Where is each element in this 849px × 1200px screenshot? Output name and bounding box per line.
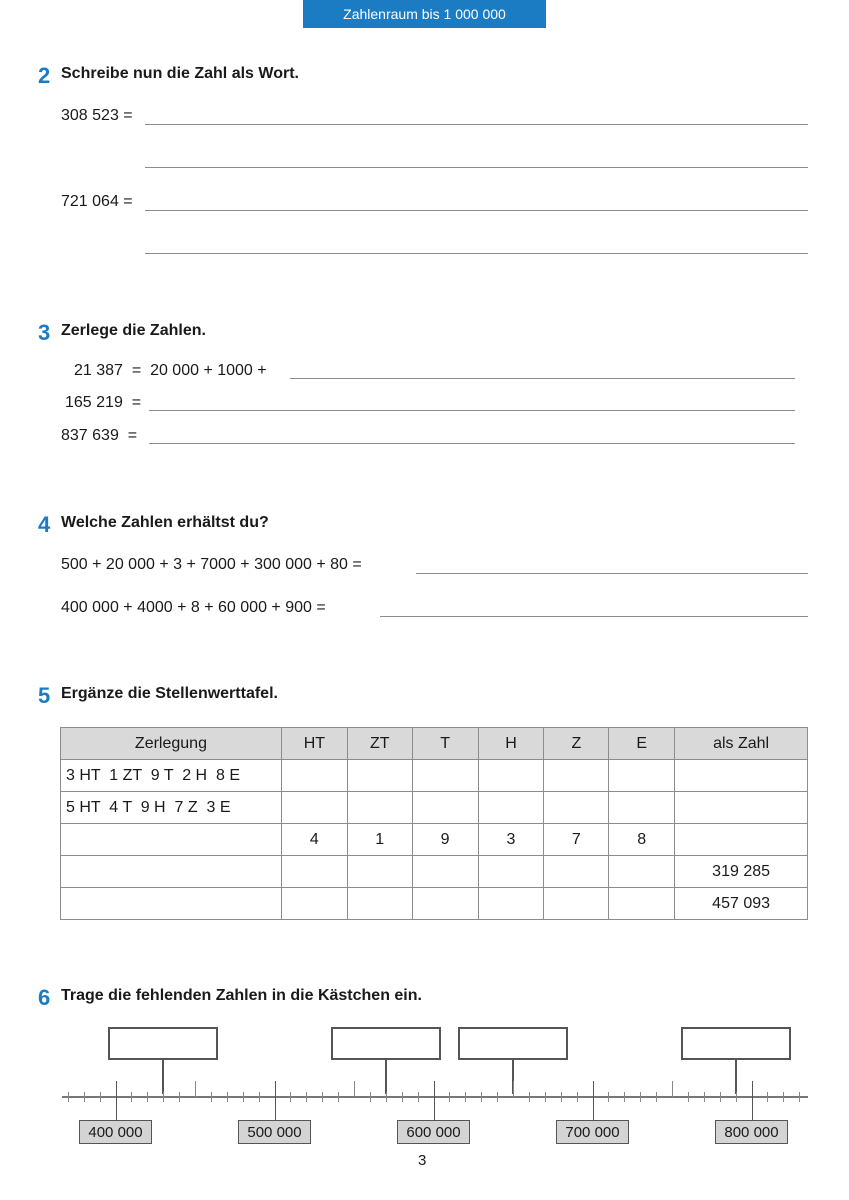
header-ht: HT <box>281 728 347 760</box>
task-4-number: 4 <box>38 512 51 537</box>
number-line-tick-minor <box>227 1092 228 1102</box>
number-line-tick-minor <box>449 1092 450 1102</box>
number-line-tick-minor <box>799 1092 800 1102</box>
number-line-tick-minor <box>290 1092 291 1102</box>
number-line-tick-minor <box>259 1092 260 1102</box>
number-line-tick-minor <box>624 1092 625 1102</box>
task-2-number-1: 308 523 = <box>61 107 133 124</box>
header-h: H <box>478 728 544 760</box>
number-line-tick-minor <box>163 1092 164 1102</box>
task-2-number-2: 721 064 = <box>61 193 133 210</box>
table-cell[interactable] <box>478 856 544 888</box>
number-line-tick-minor <box>545 1092 546 1102</box>
table-cell: 8 <box>609 824 675 856</box>
number-line-tick-minor <box>179 1092 180 1102</box>
table-cell[interactable] <box>347 856 412 888</box>
place-value-table <box>60 727 808 920</box>
task-4-item-2: 400 000 + 4000 + 8 + 60 000 + 900 = <box>61 599 326 616</box>
table-cell: 9 <box>412 824 478 856</box>
task-5-title: Ergänze die Stellenwerttafel. <box>61 685 278 702</box>
table-cell[interactable] <box>61 824 282 856</box>
number-line-tick-minor <box>465 1092 466 1102</box>
task-3-number: 3 <box>38 320 51 345</box>
number-line-tick-minor <box>386 1092 387 1102</box>
table-header-row <box>61 728 808 760</box>
number-line-tick-minor <box>783 1092 784 1102</box>
number-line-answer-box-2[interactable] <box>331 1027 441 1060</box>
task-3-answer-line-2[interactable] <box>149 410 795 411</box>
table-cell[interactable] <box>412 792 478 824</box>
number-line-tick-minor <box>211 1092 212 1102</box>
header-als-zahl: als Zahl <box>675 728 808 760</box>
table-cell[interactable] <box>281 856 347 888</box>
number-line-tick-major <box>752 1081 754 1120</box>
number-line-tick-minor <box>608 1092 609 1102</box>
number-line-tick-minor <box>402 1092 403 1102</box>
task-3-answer-line-3[interactable] <box>149 443 795 444</box>
task-2-answer-line-2a[interactable] <box>145 210 808 211</box>
table-cell[interactable] <box>61 888 282 920</box>
number-line-label-800000: 800 000 <box>715 1120 788 1144</box>
number-line-tick-minor <box>68 1092 69 1102</box>
number-line-tick-minor <box>497 1092 498 1102</box>
number-line-label-600000: 600 000 <box>397 1120 470 1144</box>
table-cell: 5 HT 4 T 9 H 7 Z 3 E <box>61 792 282 824</box>
number-line-tick-minor <box>529 1092 530 1102</box>
task-3-item-1: 21 387 = 20 000 + 1000 + <box>74 362 267 379</box>
task-6-title: Trage die fehlenden Zahlen in die Kästchen ein. <box>61 987 422 1004</box>
task-2-answer-line-2b[interactable] <box>145 253 808 254</box>
table-cell[interactable] <box>281 888 347 920</box>
table-cell: 3 HT 1 ZT 9 T 2 H 8 E <box>61 760 282 792</box>
table-cell[interactable] <box>609 888 675 920</box>
table-cell[interactable] <box>544 856 609 888</box>
table-cell[interactable] <box>61 856 282 888</box>
number-line-label-400000: 400 000 <box>79 1120 152 1144</box>
table-cell[interactable] <box>347 792 412 824</box>
header-zt: ZT <box>347 728 412 760</box>
number-line-tick-mid <box>513 1081 514 1097</box>
table-row <box>61 792 808 824</box>
table-cell[interactable] <box>544 760 609 792</box>
table-cell[interactable] <box>675 792 808 824</box>
header-t: T <box>412 728 478 760</box>
number-line-tick-major <box>434 1081 436 1120</box>
header-e: E <box>609 728 675 760</box>
number-line-tick-minor <box>306 1092 307 1102</box>
number-line-tick-minor <box>561 1092 562 1102</box>
task-4-item-1: 500 + 20 000 + 3 + 7000 + 300 000 + 80 = <box>61 556 362 573</box>
task-2-answer-line-1a[interactable] <box>145 124 808 125</box>
number-line-tick-minor <box>688 1092 689 1102</box>
task-2-title: Schreibe nun die Zahl als Wort. <box>61 65 299 82</box>
number-line-tick-major <box>116 1081 118 1120</box>
task-3-item-2: 165 219 = <box>65 394 142 411</box>
number-line-tick-minor <box>243 1092 244 1102</box>
task-3-title: Zerlege die Zahlen. <box>61 322 206 339</box>
number-line-tick-mid <box>354 1081 355 1097</box>
task-6-number: 6 <box>38 985 51 1010</box>
table-cell[interactable] <box>609 760 675 792</box>
table-row <box>61 824 808 856</box>
table-cell: 457 093 <box>675 888 808 920</box>
number-line-tick-minor <box>84 1092 85 1102</box>
task-3-item-3: 837 639 = <box>61 427 138 444</box>
table-cell[interactable] <box>281 760 347 792</box>
number-line-tick-minor <box>418 1092 419 1102</box>
table-cell[interactable] <box>478 888 544 920</box>
number-line-tick-minor <box>481 1092 482 1102</box>
table-cell: 4 <box>281 824 347 856</box>
number-line-tick-minor <box>767 1092 768 1102</box>
number-line-tick-minor <box>147 1092 148 1102</box>
number-line-connector <box>735 1058 737 1094</box>
table-cell[interactable] <box>412 760 478 792</box>
table-cell[interactable] <box>675 824 808 856</box>
table-cell[interactable] <box>544 792 609 824</box>
table-cell: 3 <box>478 824 544 856</box>
number-line-tick-minor <box>338 1092 339 1102</box>
table-cell[interactable] <box>675 760 808 792</box>
table-cell[interactable] <box>544 888 609 920</box>
table-cell[interactable] <box>609 856 675 888</box>
table-cell[interactable] <box>412 888 478 920</box>
table-cell[interactable] <box>281 792 347 824</box>
table-cell[interactable] <box>412 856 478 888</box>
table-cell: 319 285 <box>675 856 808 888</box>
number-line-label-500000: 500 000 <box>238 1120 311 1144</box>
table-row <box>61 888 808 920</box>
number-line-tick-major <box>593 1081 595 1120</box>
table-row <box>61 760 808 792</box>
table-cell[interactable] <box>478 792 544 824</box>
task-2-number: 2 <box>38 63 51 88</box>
number-line-tick-minor <box>370 1092 371 1102</box>
header-z: Z <box>544 728 609 760</box>
number-line-tick-minor <box>322 1092 323 1102</box>
number-line-answer-box-1[interactable] <box>108 1027 218 1060</box>
number-line-tick-minor <box>720 1092 721 1102</box>
table-cell[interactable] <box>347 760 412 792</box>
chapter-banner: Zahlenraum bis 1 000 000 <box>303 0 546 28</box>
number-line-connector <box>162 1058 164 1094</box>
number-line-tick-minor <box>656 1092 657 1102</box>
number-line-tick-minor <box>704 1092 705 1102</box>
number-line-label-700000: 700 000 <box>556 1120 629 1144</box>
task-4-answer-line-1[interactable] <box>416 573 808 574</box>
number-line-answer-box-4[interactable] <box>681 1027 791 1060</box>
table-cell[interactable] <box>347 888 412 920</box>
header-zerlegung: Zerlegung <box>61 728 282 760</box>
number-line-answer-box-3[interactable] <box>458 1027 568 1060</box>
number-line-axis <box>62 1096 808 1098</box>
number-line-tick-minor <box>577 1092 578 1102</box>
table-cell[interactable] <box>609 792 675 824</box>
task-4-title: Welche Zahlen erhältst du? <box>61 514 269 531</box>
number-line-tick-mid <box>195 1081 196 1097</box>
task-5-number: 5 <box>38 683 51 708</box>
task-2-answer-line-1b[interactable] <box>145 167 808 168</box>
number-line-tick-minor <box>640 1092 641 1102</box>
number-line-tick-minor <box>131 1092 132 1102</box>
table-row <box>61 856 808 888</box>
task-4-answer-line-2[interactable] <box>380 616 808 617</box>
page-number: 3 <box>418 1152 427 1169</box>
number-line-tick-major <box>275 1081 277 1120</box>
number-line-tick-minor <box>100 1092 101 1102</box>
table-cell[interactable] <box>478 760 544 792</box>
number-line-connector <box>385 1058 387 1094</box>
table-cell: 1 <box>347 824 412 856</box>
task-3-answer-line-1[interactable] <box>290 378 795 379</box>
number-line-tick-minor <box>736 1092 737 1102</box>
table-cell: 7 <box>544 824 609 856</box>
number-line-tick-mid <box>672 1081 673 1097</box>
